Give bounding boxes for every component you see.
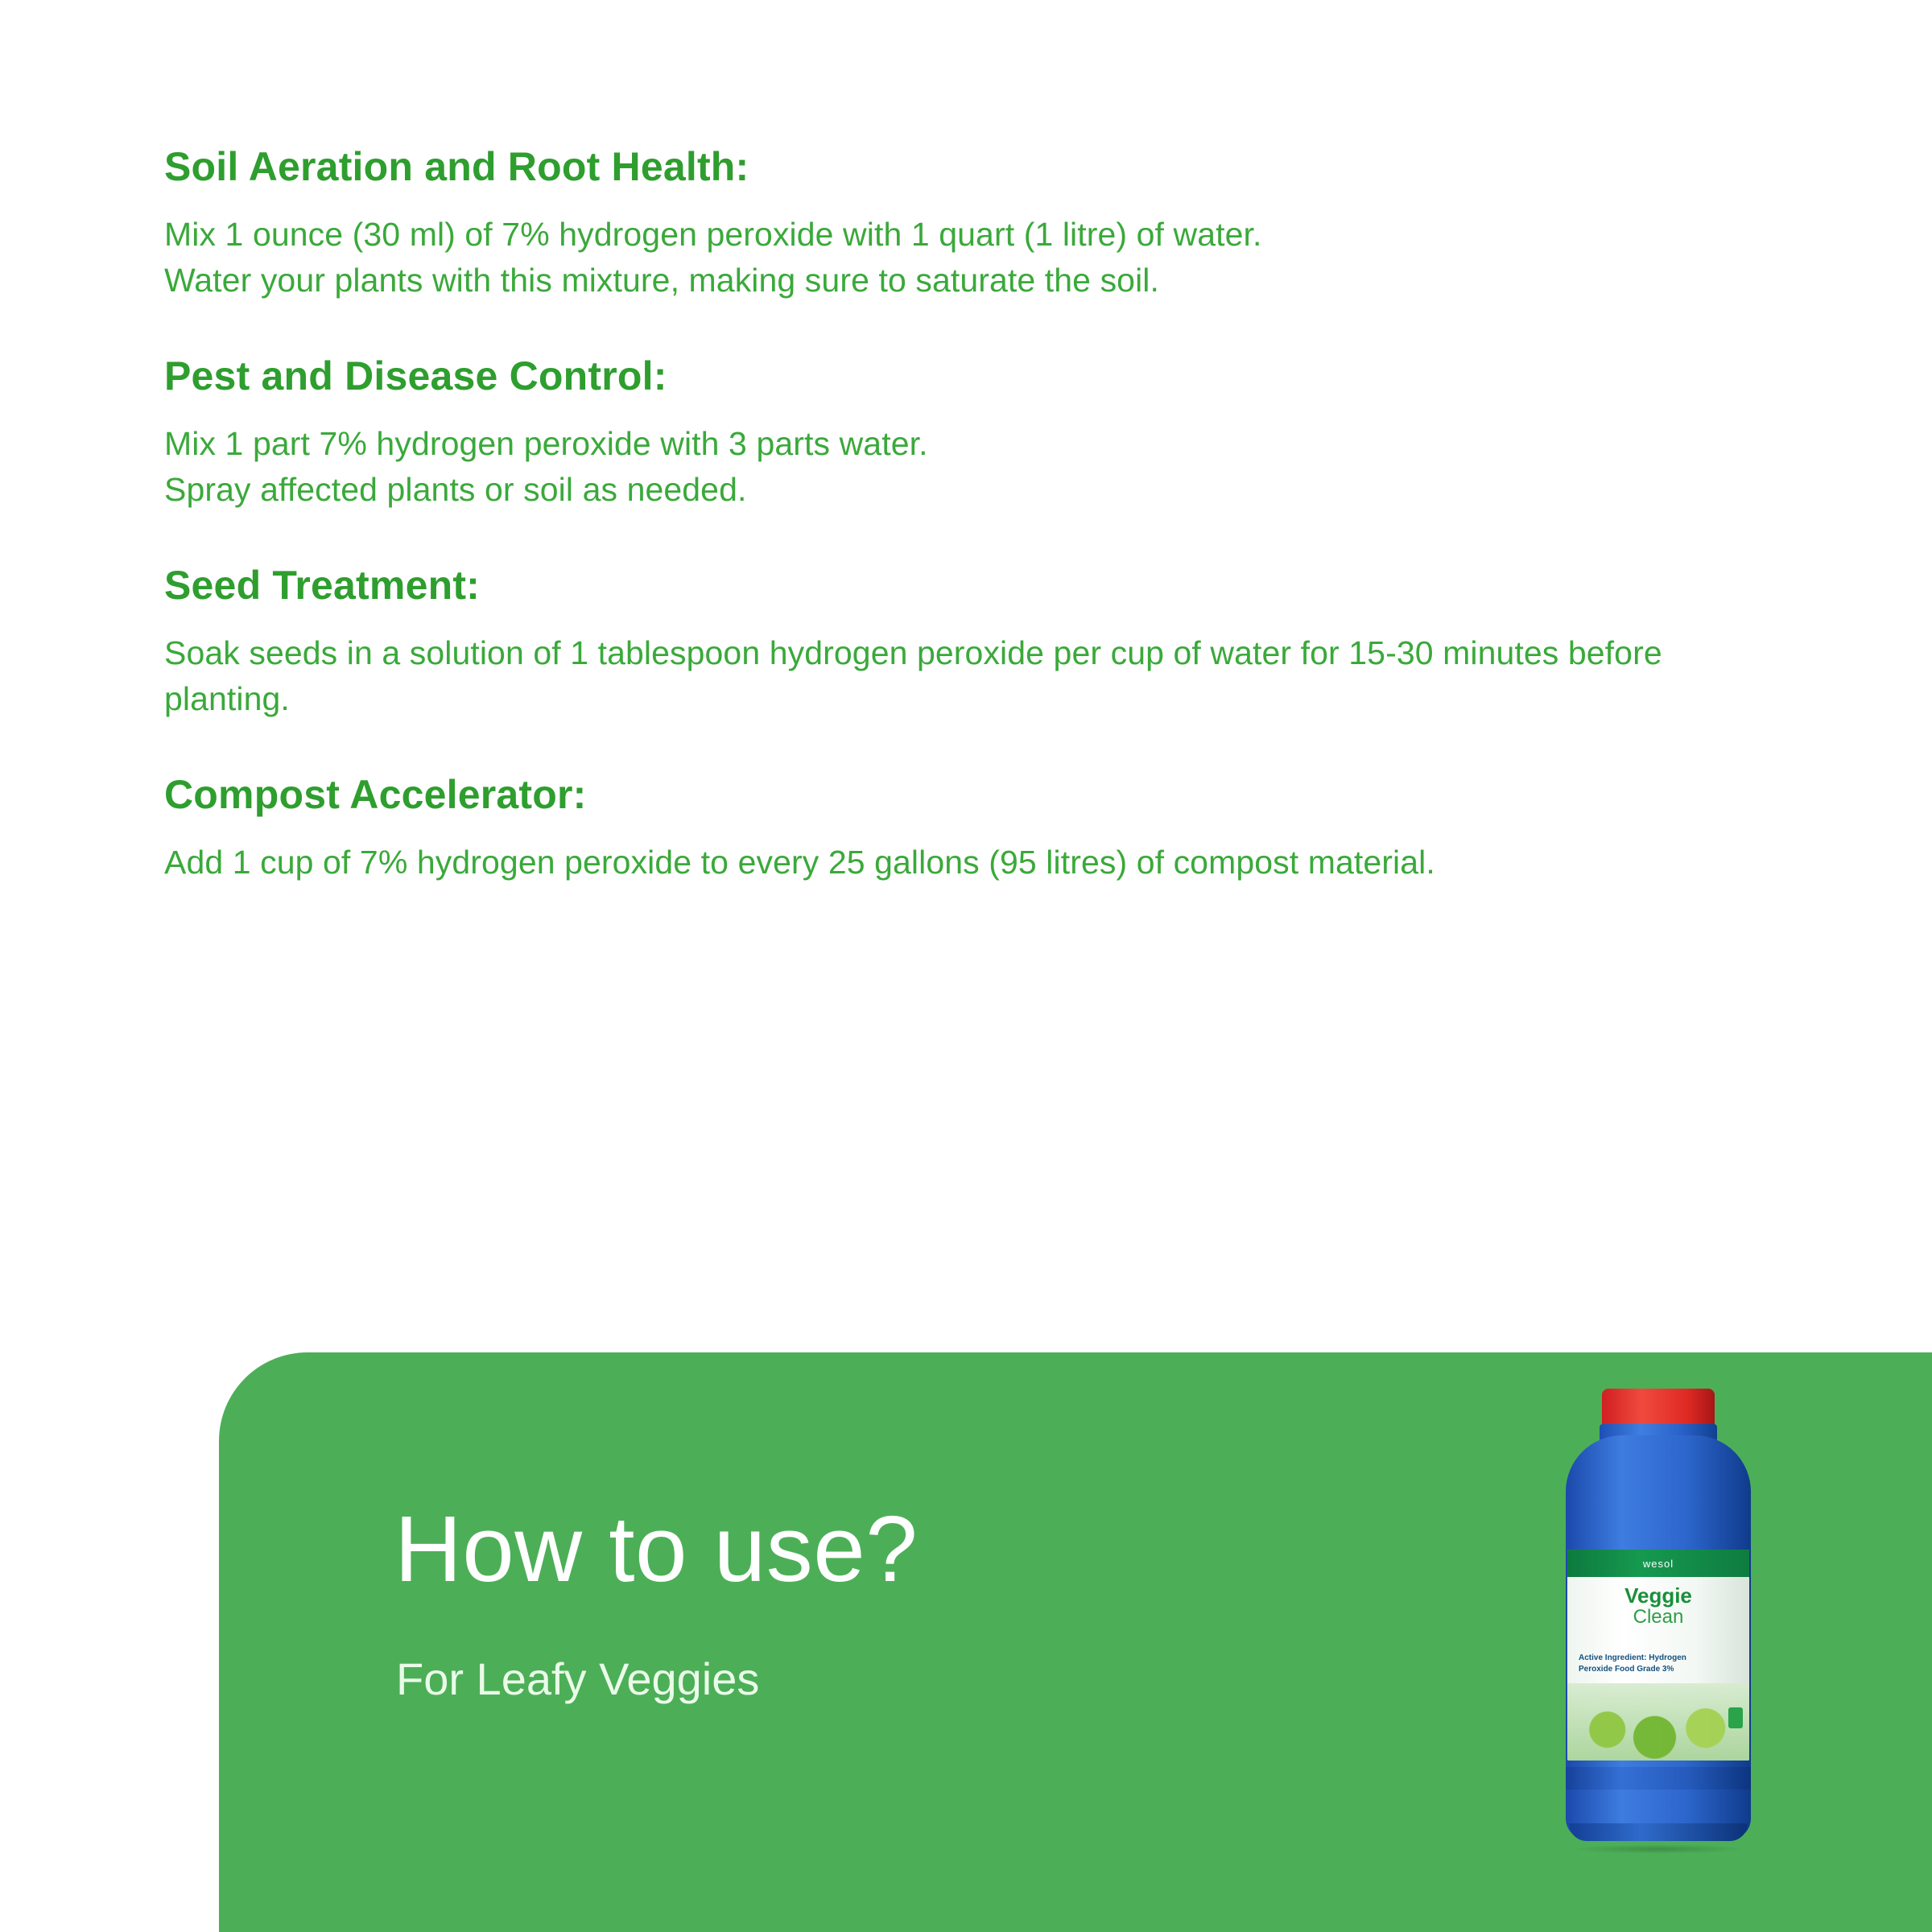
bottle-cap <box>1602 1389 1715 1427</box>
section-line: Spray affected plants or soil as needed. <box>164 470 747 508</box>
section-line: Mix 1 part 7% hydrogen peroxide with 3 parts water. <box>164 425 928 463</box>
section-line: Mix 1 ounce (30 ml) of 7% hydrogen peroxide with 1 quart (1 litre) of water. <box>164 216 1262 253</box>
section-title: Seed Treatment: <box>164 563 481 609</box>
section-seed-treatment <box>164 562 1782 721</box>
section-title: Soil Aeration and Root Health: <box>164 144 749 189</box>
section-pest-disease-control <box>164 353 1782 512</box>
label-product-name-main: Veggie <box>1624 1583 1692 1608</box>
footer-title: How to use? <box>394 1496 919 1601</box>
bottle-base <box>1569 1823 1748 1841</box>
instructions-content <box>164 143 1782 886</box>
label-product-name <box>1567 1585 1749 1627</box>
bottle-ring <box>1566 1767 1751 1790</box>
bottle-shadow <box>1569 1844 1748 1854</box>
section-line: Water your plants with this mixture, making sure to saturate the soil. <box>164 261 1159 299</box>
label-badge-icon <box>1728 1707 1743 1728</box>
section-line: Add 1 cup of 7% hydrogen peroxide to every 25 gallons (95 litres) of compost material. <box>164 844 1435 881</box>
bottle-label <box>1567 1550 1749 1761</box>
label-vegetable-artwork <box>1567 1683 1749 1761</box>
label-product-name-sub: Clean <box>1633 1606 1684 1629</box>
section-title: Pest and Disease Control: <box>164 353 667 399</box>
section-line: Soak seeds in a solution of 1 tablespoon hydrogen peroxide per cup of water for 15-30 minutes before planting. <box>164 634 1662 717</box>
section-title: Compost Accelerator: <box>164 772 587 818</box>
footer-subtitle: For Leafy Veggies <box>396 1653 760 1704</box>
label-brand-bar: wesol <box>1567 1550 1749 1577</box>
label-description: Active Ingredient: Hydrogen Peroxide Food Grade 3% <box>1579 1653 1686 1674</box>
section-soil-aeration <box>164 143 1782 303</box>
section-compost-accelerator <box>164 771 1782 886</box>
product-bottle-image <box>1558 1389 1759 1872</box>
